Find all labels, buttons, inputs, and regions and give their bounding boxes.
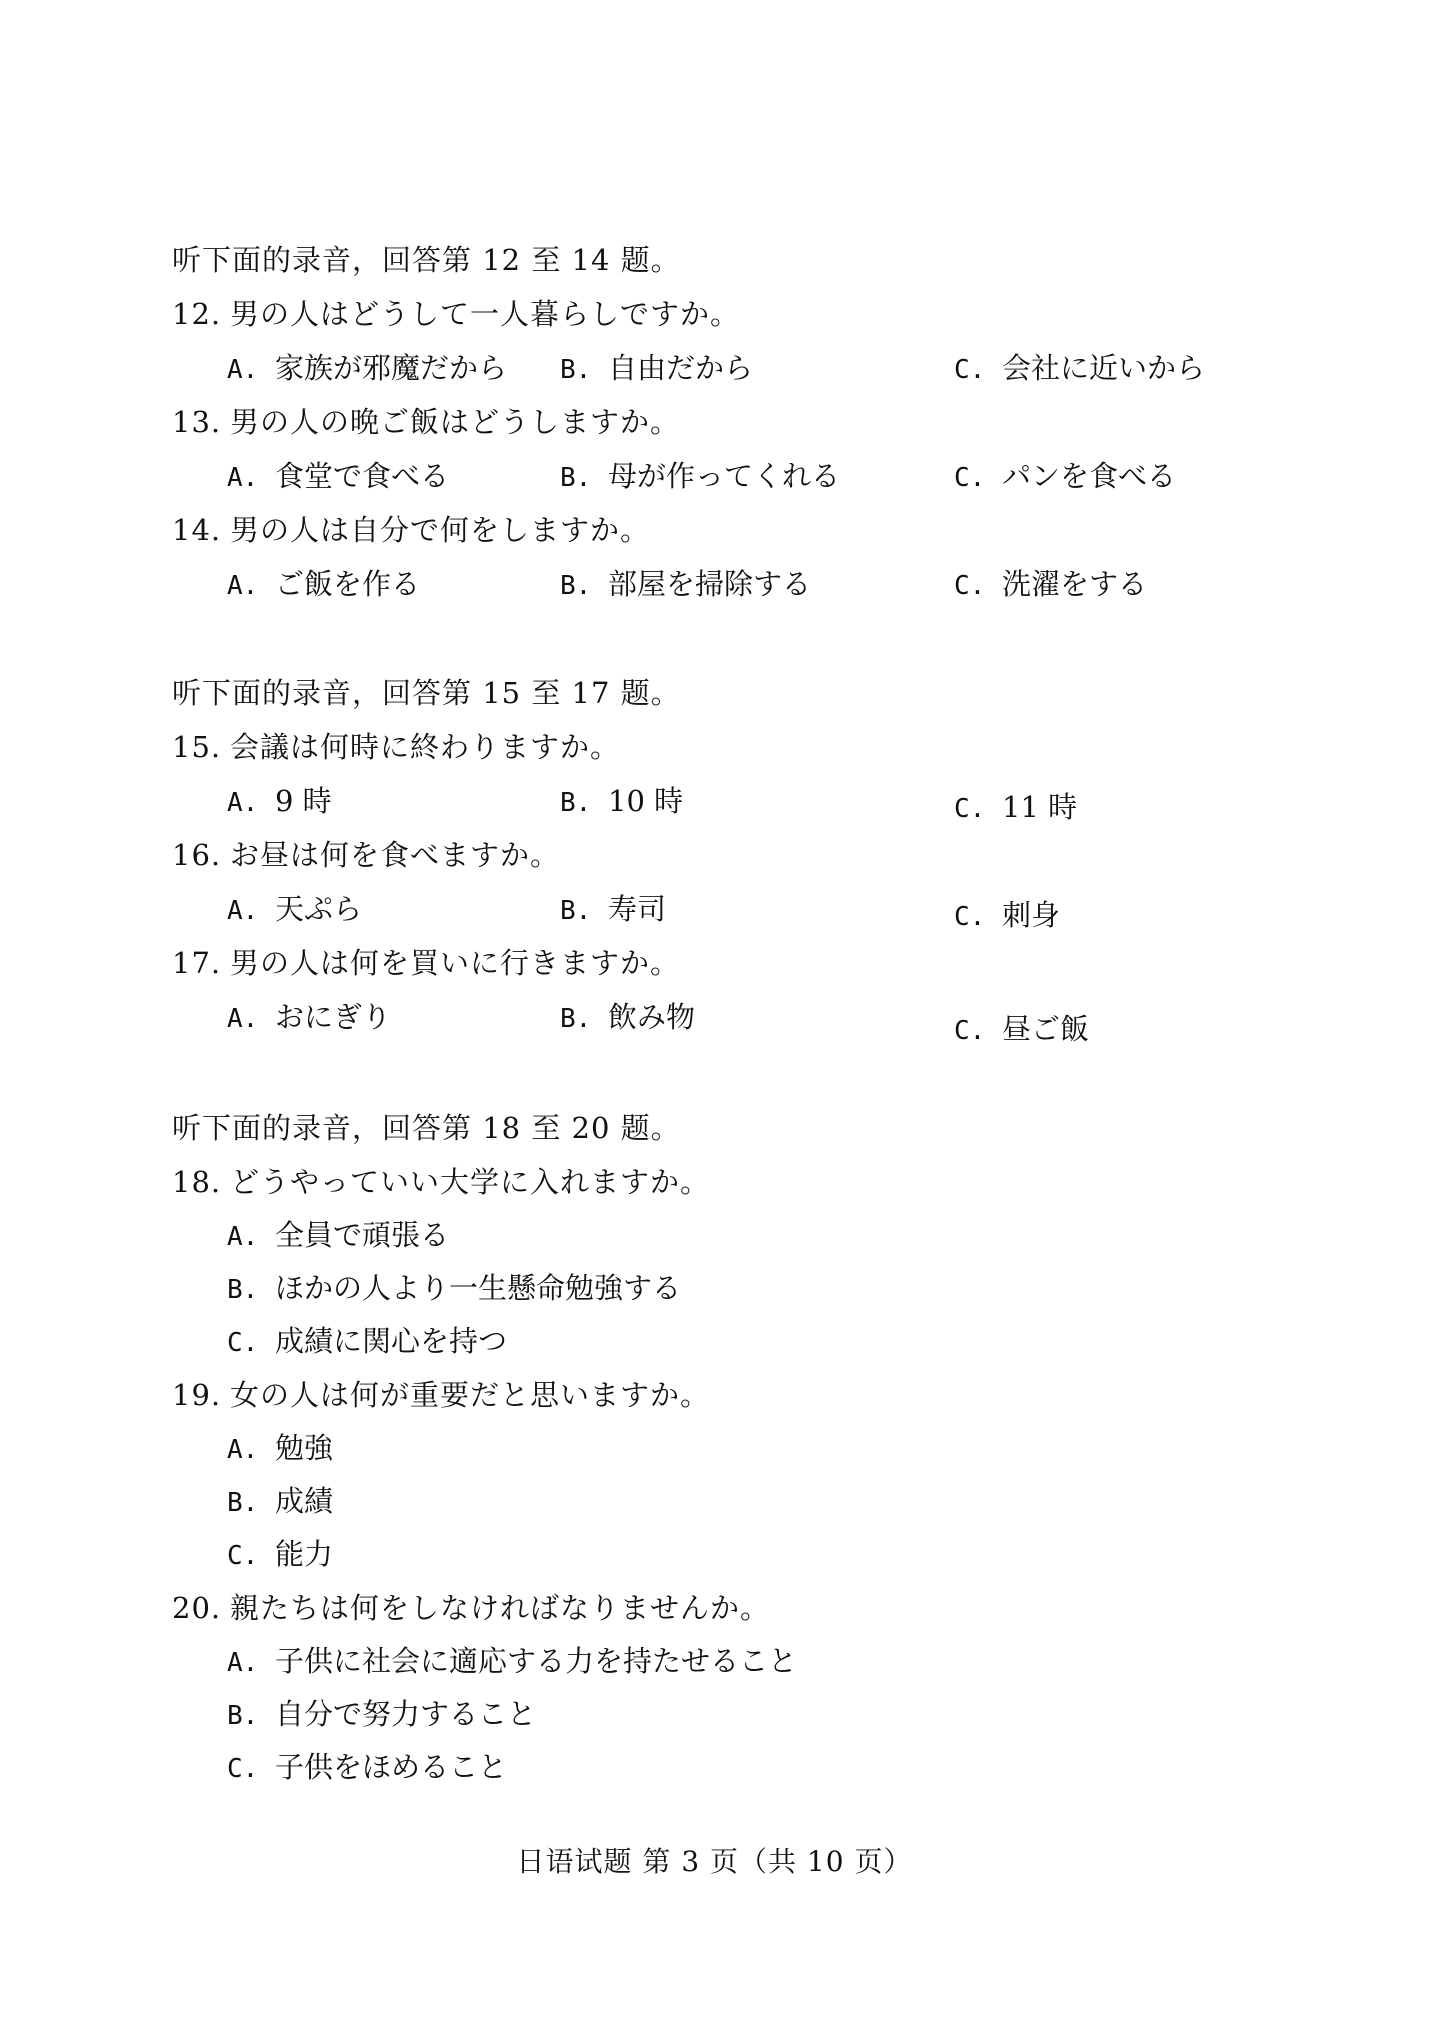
option-b: B. 自由だから [560, 351, 754, 385]
page-footer: 日语试题 第 3 页（共 10 页） [516, 1845, 913, 1878]
option-c: C. 能力 [227, 1537, 334, 1571]
question-number: 20. [172, 1591, 222, 1625]
question-number: 17. [172, 946, 222, 980]
option-a: A. 子供に社会に適応する力を持たせること [227, 1644, 798, 1678]
question-number: 12. [172, 297, 222, 331]
option-b: B. 成績 [227, 1484, 334, 1518]
section-q12-14 [172, 240, 1322, 604]
option-c: C. 11 時 [954, 790, 1078, 824]
question-number: 13. [172, 405, 222, 439]
option-c: C. 洗濯をする [954, 567, 1148, 601]
question-text: 会議は何時に終わりますか。 [230, 730, 621, 764]
option-a: A. 食堂で食べる [227, 459, 450, 493]
option-b: B. ほかの人より一生懸命勉強する [227, 1271, 682, 1305]
question-12 [172, 294, 1322, 334]
option-a: A. 全員で頑張る [227, 1218, 450, 1252]
option-b: B. 10 時 [560, 784, 684, 818]
question-19 [172, 1375, 1322, 1415]
option-a: A. 家族が邪魔だから [227, 351, 508, 385]
option-b: B. 自分で努力すること [227, 1697, 537, 1731]
question-text: 男の人の晩ご飯はどうしますか。 [230, 405, 681, 439]
option-c: C. 会社に近いから [954, 351, 1206, 385]
question-15 [172, 727, 1322, 767]
options-q14 [172, 564, 1322, 604]
question-18 [172, 1162, 1322, 1202]
section-q18-20 [172, 1108, 1322, 1787]
option-c: C. 刺身 [954, 898, 1061, 932]
question-text: どうやっていい大学に入れますか。 [230, 1165, 711, 1199]
question-text: 女の人は何が重要だと思いますか。 [230, 1378, 711, 1412]
question-number: 16. [172, 838, 222, 872]
option-b: B. 部屋を掃除する [560, 567, 812, 601]
question-number: 15. [172, 730, 222, 764]
section-q15-17 [172, 673, 1322, 1046]
option-a: A. 9 時 [227, 784, 332, 818]
question-16 [172, 835, 1322, 875]
option-b: B. 寿司 [560, 892, 667, 926]
question-number: 19. [172, 1378, 222, 1412]
option-c: C. 昼ご飯 [954, 1012, 1090, 1046]
question-text: 男の人は自分で何をしますか。 [230, 513, 651, 547]
question-text: 男の人はどうして一人暮らしですか。 [230, 297, 741, 331]
options-q15 [172, 781, 1322, 824]
option-a: A. おにぎり [227, 1000, 392, 1034]
option-a: A. 勉強 [227, 1431, 334, 1465]
question-13 [172, 402, 1322, 442]
option-a: A. 天ぷら [227, 892, 363, 926]
option-b: B. 飲み物 [560, 1000, 696, 1034]
question-number: 18. [172, 1165, 222, 1199]
question-14 [172, 510, 1322, 550]
options-q16 [172, 889, 1322, 932]
options-q12 [172, 348, 1322, 388]
question-text: お昼は何を食べますか。 [230, 838, 561, 872]
option-c: C. 成績に関心を持つ [227, 1324, 508, 1358]
section-instruction: 听下面的录音，回答第 12 至 14 题。 [172, 243, 681, 277]
question-text: 男の人は何を買いに行きますか。 [230, 946, 681, 980]
section-instruction: 听下面的录音，回答第 15 至 17 题。 [172, 676, 681, 710]
question-text: 親たちは何をしなければなりませんか。 [230, 1591, 771, 1625]
options-q13 [172, 456, 1322, 496]
option-b: B. 母が作ってくれる [560, 459, 841, 493]
question-20 [172, 1588, 1322, 1628]
option-c: C. パンを食べる [954, 459, 1177, 493]
question-number: 14. [172, 513, 222, 547]
option-a: A. ご飯を作る [227, 567, 421, 601]
option-c: C. 子供をほめること [227, 1750, 508, 1784]
section-instruction: 听下面的录音，回答第 18 至 20 题。 [172, 1111, 681, 1145]
question-17 [172, 943, 1322, 983]
options-q17 [172, 997, 1322, 1046]
